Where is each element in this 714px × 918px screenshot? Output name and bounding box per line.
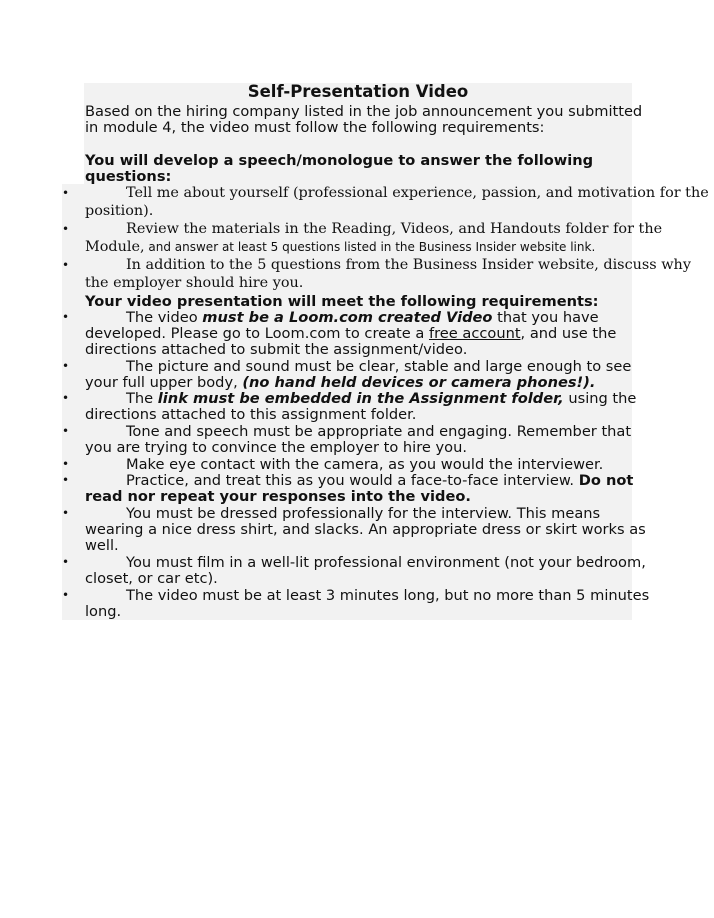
requirement-8-line-1: You must film in a well-lit professional environment (not your bedroom, [126,554,646,571]
question-3-line-2: the employer should hire you. [85,275,304,291]
question-3-line-1: In addition to the 5 questions from the Business Insider website, discuss why [126,257,691,273]
bullet-icon: • [62,391,70,405]
bullet-icon: • [62,473,70,487]
requirement-6-line-1: Practice, and treat this as you would a face-to-face interview. Do not [126,472,634,489]
requirement-6-line-2: read nor repeat your responses into the video. [85,488,471,505]
requirement-9-line-2: long. [85,603,122,620]
bullet-icon: • [62,258,70,272]
requirement-5-line-1: Make eye contact with the camera, as you would the interviewer. [126,456,604,473]
requirements-heading: Your video presentation will meet the following requirements: [85,293,599,310]
requirement-2-line-1: The picture and sound must be clear, stable and large enough to see [126,358,632,375]
requirement-2-line-2: your full upper body, (no hand held devices or camera phones!). [85,374,596,391]
requirement-9-line-1: The video must be at least 3 minutes long, but no more than 5 minutes [126,587,650,604]
bullet-icon: • [62,310,70,324]
bullet-icon: • [62,555,70,569]
requirement-7-line-3: well. [85,537,119,554]
bullet-icon: • [62,359,70,373]
bullet-icon: • [62,222,70,236]
bullet-icon: • [62,588,70,602]
bullet-icon: • [62,457,70,471]
requirement-1-line-3: directions attached to submit the assignment/video. [85,341,468,358]
questions-heading-line-1: You will develop a speech/monologue to answer the following [85,152,594,169]
questions-heading-line-2: questions: [85,168,172,185]
question-1-line-1: Tell me about yourself (professional experience, passion, and motivation for the [126,185,709,201]
document-title: Self-Presentation Video [247,82,469,101]
intro-line-2: in module 4, the video must follow the following requirements: [85,119,545,136]
requirement-4-line-1: Tone and speech must be appropriate and engaging. Remember that [126,423,632,440]
question-2-line-2: Module, and answer at least 5 questions listed in the Business Insider website link. [85,239,596,255]
bullet-icon: • [62,424,70,438]
requirement-4-line-2: you are trying to convince the employer to hire you. [85,439,467,456]
requirement-7-line-2: wearing a nice dress shirt, and slacks. An appropriate dress or skirt works as [85,521,646,538]
requirement-8-line-2: closet, or car etc). [85,570,218,587]
free-account-link[interactable]: free account [428,325,521,342]
question-1-line-2: position). [85,203,154,219]
bullet-icon: • [62,506,70,520]
requirement-7-line-1: You must be dressed professionally for the interview. This means [126,505,601,522]
question-2-line-1: Review the materials in the Reading, Videos, and Handouts folder for the [126,221,663,237]
requirement-3-line-2: directions attached to this assignment folder. [85,406,417,423]
bullet-icon: • [62,186,70,200]
requirement-1-line-1: The video must be a Loom.com created Video that you have [126,309,599,326]
requirement-3-line-1: The link must be embedded in the Assignment folder, using the [126,390,637,407]
intro-line-1: Based on the hiring company listed in the job announcement you submitted [85,103,643,120]
requirement-1-line-2: developed. Please go to Loom.com to create a free account, and use the [85,325,617,342]
